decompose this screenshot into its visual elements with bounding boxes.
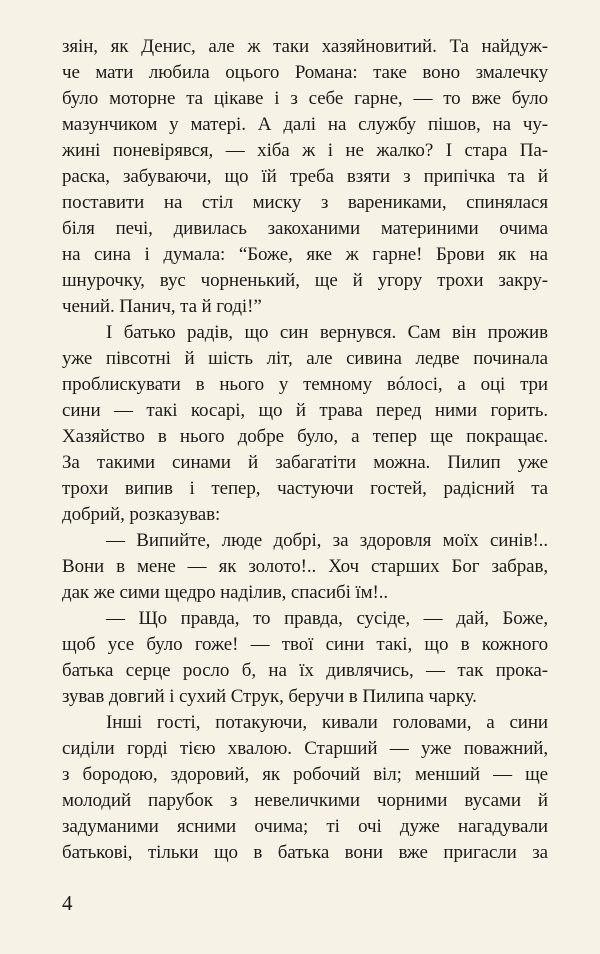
text-line: дак же сими щедро наділив, спасибі їм!.. bbox=[62, 582, 389, 603]
text-line: на сина і думала: “Боже, яке ж гарне! Брови як на bbox=[62, 244, 548, 265]
body-text bbox=[62, 34, 548, 866]
text-line: Вони в мене — як золото!.. Хоч старших Бог забрав, bbox=[62, 556, 548, 577]
text-line: чений. Панич, та й годі!” bbox=[62, 296, 262, 317]
text-line: мазунчиком у матері. А далі на службу пішов, на чу- bbox=[62, 114, 548, 135]
text-line: За такими синами й забагатіти можна. Пилип уже bbox=[62, 452, 548, 473]
text-line: з бородою, здоровий, як робочий віл; менший — ще bbox=[62, 764, 548, 785]
text-line: біля печі, дивилась закоханими материними очима bbox=[62, 218, 548, 239]
text-line: молодий парубок з невеличкими чорними вусами й bbox=[62, 790, 548, 811]
text-line: шнурочку, вус чорненький, ще й угору трохи закру- bbox=[62, 270, 548, 291]
text-line: проблискувати в нього у темному вóлосі, а оці три bbox=[62, 374, 548, 395]
text-line: поставити на стіл миску з варениками, спинялася bbox=[62, 192, 548, 213]
text-line: сиділи горді тією хвалою. Старший — уже поважний, bbox=[62, 738, 548, 759]
text-line: трохи випив і тепер, частуючи гостей, радісний та bbox=[62, 478, 548, 499]
text-line: батькові, тільки що в батька вони вже пригасли за bbox=[62, 842, 548, 863]
text-line: — Що правда, то правда, сусіде, — дай, Боже, bbox=[106, 608, 548, 629]
text-line: сини — такі косарі, що й трава перед ними горить. bbox=[62, 400, 548, 421]
text-line: батька серце росло б, на їх дивлячись, — так прока- bbox=[62, 660, 548, 681]
text-line: Хазяйство в нього добре було, а тепер ще покращає. bbox=[62, 426, 548, 447]
text-line: добрий, розказував: bbox=[62, 504, 221, 525]
text-line: жині поневірявся, — хіба ж і не жалко? І стара Па- bbox=[62, 140, 548, 161]
text-line: че мати любила оцього Романа: таке воно змалечку bbox=[62, 62, 548, 83]
text-line: раска, забуваючи, що їй треба взяти з припічка та й bbox=[62, 166, 548, 187]
text-line: задуманими ясними очима; ті очі дуже нагадували bbox=[62, 816, 548, 837]
text-line: І батько радів, що син вернувся. Сам він прожив bbox=[106, 322, 548, 343]
text-line: Інші гості, потакуючи, кивали головами, а сини bbox=[106, 712, 548, 733]
text-line: було моторне та цікаве і з себе гарне, — то вже було bbox=[62, 88, 548, 109]
page-number: 4 bbox=[62, 891, 73, 915]
text-line: щоб усе було гоже! — твої сини такі, що в кожного bbox=[62, 634, 548, 655]
text-line: уже півсотні й шість літ, але сивина ледве починала bbox=[62, 348, 548, 369]
text-line: зував довгий і сухий Струк, беручи в Пилипа чарку. bbox=[62, 686, 477, 707]
text-line: зяін, як Денис, але ж таки хазяйновитий. Та найдуж- bbox=[62, 36, 548, 57]
text-line: — Випийте, люде добрі, за здоровля моїх синів!.. bbox=[106, 530, 548, 551]
